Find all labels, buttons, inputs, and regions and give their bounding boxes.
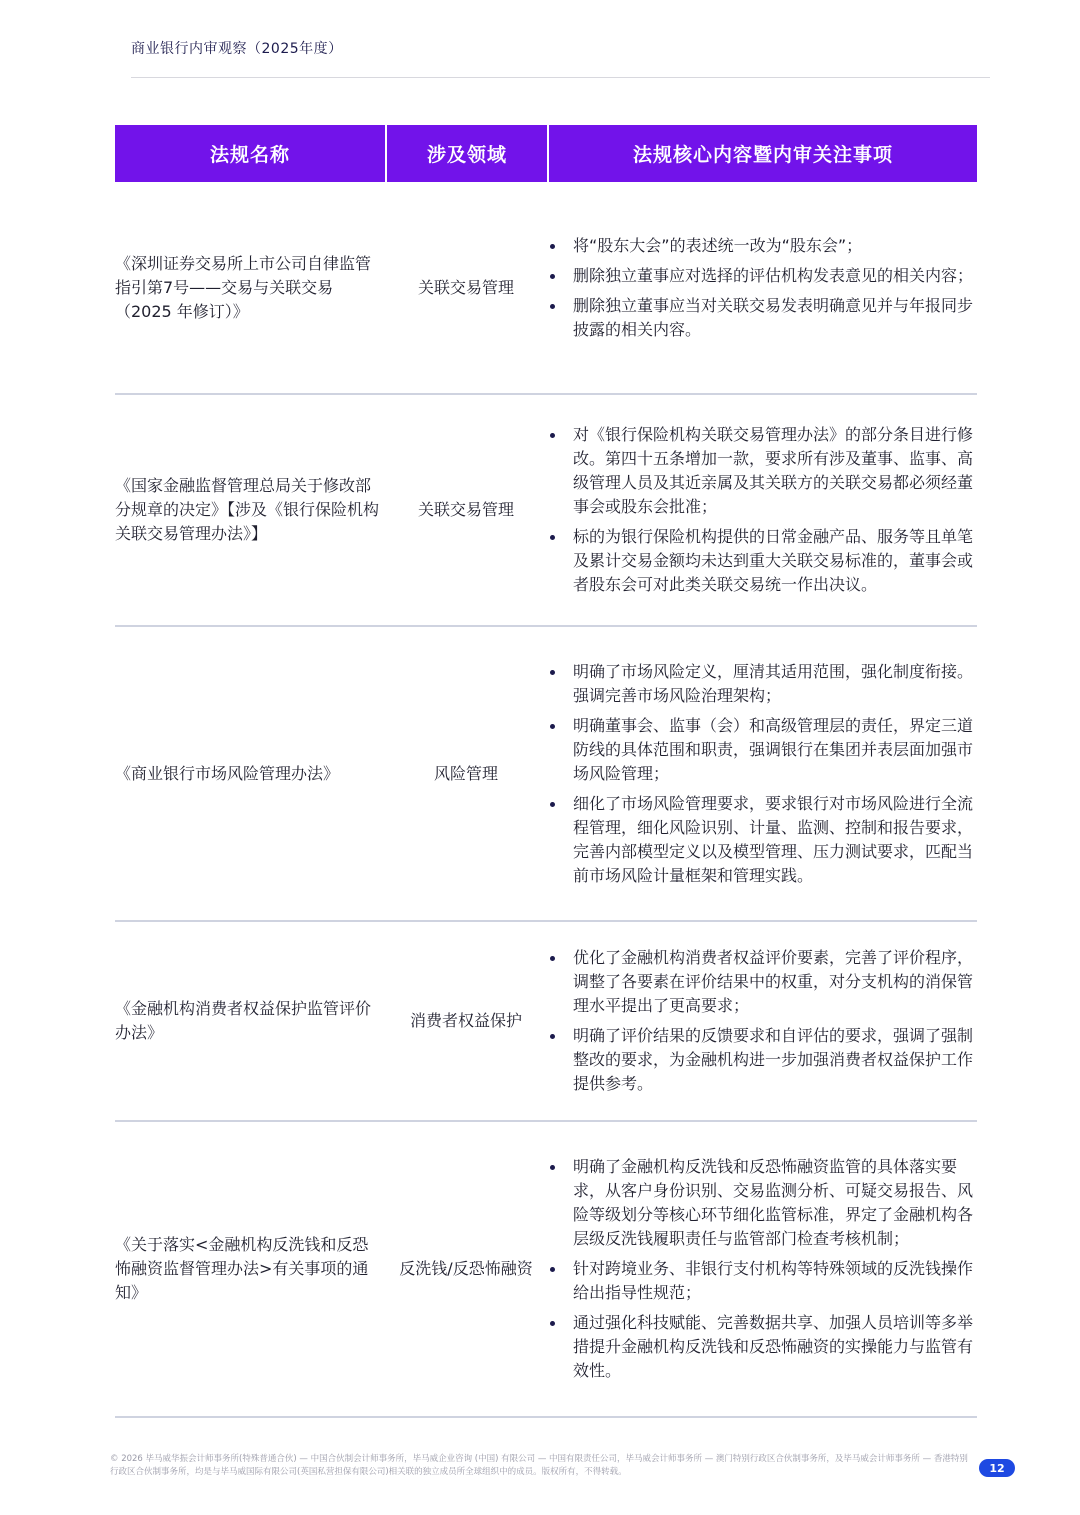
- bullet-icon: [550, 535, 555, 540]
- document-header-title: 商业银行内审观察（2025年度）: [131, 41, 343, 57]
- table-row: [115, 395, 977, 627]
- regulation-name: 《金融机构消费者权益保护监管评价办法》: [115, 999, 372, 1042]
- list-item: [547, 946, 977, 1018]
- regulation-points: [547, 1122, 977, 1416]
- regulation-points: [547, 395, 977, 625]
- bullet-icon: [550, 1321, 555, 1326]
- point-text: 明确了评价结果的反馈要求和自评估的要求，强调了强制整改的要求，为金融机构进一步加强消费者权益保护工作提供参考。: [573, 1026, 974, 1093]
- bullet-icon: [550, 1267, 555, 1272]
- regulation-name: 《商业银行市场风险管理办法》: [115, 763, 340, 783]
- column-header-name: 法规名称: [209, 144, 290, 166]
- bullet-icon: [550, 724, 555, 729]
- bullet-icon: [550, 1165, 555, 1170]
- point-text: 标的为银行保险机构提供的日常金融产品、服务等且单笔及累计交易金额均未达到重大关联交易标准的，董事会或者股东会可对此类关联交易统一作出决议。: [573, 527, 974, 594]
- regulation-points: [547, 922, 977, 1120]
- table-header: [115, 125, 977, 182]
- regulation-points: [547, 627, 977, 920]
- regulation-name: 《深圳证券交易所上市公司自律监管指引第7号——交易与关联交易（2025 年修订）》: [115, 253, 372, 321]
- list-item: [547, 1155, 977, 1251]
- list-item: [547, 264, 977, 288]
- bullet-icon: [550, 274, 555, 279]
- bullet-icon: [550, 433, 555, 438]
- regulation-name: 《国家金融监督管理总局关于修改部分规章的决定》【涉及《银行保险机构关联交易管理办法》】: [115, 476, 380, 543]
- point-text: 明确了市场风险定义，厘清其适用范围，强化制度衔接。强调完善市场风险治理架构；: [573, 661, 974, 705]
- point-text: 对《银行保险机构关联交易管理办法》的部分条目进行修改。第四十五条增加一款，要求所有涉及董事、监事、高级管理人员及其近亲属及其关联方的关联交易都必须经董事会或股东会批准；: [573, 425, 974, 516]
- copyright-footer: © 2026 毕马威华振会计师事务所(特殊普通合伙) — 中国合伙制会计师事务所，毕马威企业咨询 (中国) 有限公司 — 中国有限责任公司，毕马威会计师事务所 — 澳门特别行政区合伙制事务所，及毕马威会计师事务所 — 香港特别行政区合伙制事务所，均是与毕马威国际有限公司(英国私营担保有限公司)相关联的独立成员所全球组织中的成员。版权所有，不得转载。: [110, 1454, 968, 1477]
- point-text: 明确了金融机构反洗钱和反恐怖融资监管的具体落实要求，从客户身份识别、交易监测分析、可疑交易报告、风险等级划分等核心环节细化监管标准，界定了金融机构各层级反洗钱履职责任与监管部门检查考核机制；: [573, 1157, 974, 1248]
- point-text: 删除独立董事应对选择的评估机构发表意见的相关内容；: [573, 265, 974, 285]
- bullet-icon: [550, 1034, 555, 1039]
- table-row: [115, 627, 977, 922]
- list-item: [547, 660, 977, 708]
- table-row: [115, 182, 977, 395]
- regulation-points: [547, 182, 977, 393]
- regulation-area: 关联交易管理: [417, 277, 514, 297]
- list-item: [547, 792, 977, 888]
- list-item: [547, 294, 977, 342]
- table-row: [115, 922, 977, 1122]
- list-item: [547, 423, 977, 519]
- point-text: 通过强化科技赋能、完善数据共享、加强人员培训等多举措提升金融机构反洗钱和反恐怖融资的实操能力与监管有效性。: [573, 1313, 974, 1380]
- bullet-icon: [550, 244, 555, 249]
- bullet-icon: [550, 670, 555, 675]
- regulation-area: 消费者权益保护: [409, 1011, 522, 1030]
- regulation-area: 风险管理: [433, 763, 498, 783]
- list-item: [547, 525, 977, 597]
- regulation-area: 反洗钱/反恐怖融资: [399, 1259, 533, 1278]
- regulation-name: 《关于落实<金融机构反洗钱和反恐怖融资监督管理办法>有关事项的通知》: [115, 1235, 369, 1302]
- list-item: [547, 234, 977, 258]
- point-text: 细化了市场风险管理要求，要求银行对市场风险进行全流程管理，细化风险识别、计量、监测、控制和报告要求，完善内部模型定义以及模型管理、压力测试要求，匹配当前市场风险计量框架和管理实践。: [573, 793, 974, 885]
- point-text: 将“股东大会”的表述统一改为“股东会”；: [573, 235, 863, 255]
- list-item: [547, 1257, 977, 1305]
- column-header-points: 法规核心内容暨内审关注事项: [547, 125, 977, 182]
- list-item: [547, 1024, 977, 1096]
- bullet-icon: [550, 304, 555, 309]
- header-divider: [131, 77, 990, 78]
- column-header-area: 涉及领域: [385, 125, 547, 182]
- point-text: 针对跨境业务、非银行支付机构等特殊领域的反洗钱操作给出指导性规范；: [573, 1259, 974, 1302]
- table-row: [115, 1122, 977, 1418]
- list-item: [547, 714, 977, 786]
- point-text: 明确董事会、监事（会）和高级管理层的责任，界定三道防线的具体范围和职责，强调银行在集团并表层面加强市场风险管理；: [573, 715, 974, 783]
- regulation-area: 关联交易管理: [417, 500, 514, 519]
- bullet-icon: [550, 802, 555, 807]
- list-item: [547, 1311, 977, 1383]
- bullet-icon: [550, 956, 555, 961]
- page-number-badge: 12: [979, 1459, 1015, 1477]
- point-text: 删除独立董事应当对关联交易发表明确意见并与年报同步披露的相关内容。: [573, 295, 974, 339]
- point-text: 优化了金融机构消费者权益评价要素，完善了评价程序，调整了各要素在评价结果中的权重，对分支机构的消保管理水平提出了更高要求；: [573, 948, 974, 1015]
- regulations-table: [115, 125, 977, 1418]
